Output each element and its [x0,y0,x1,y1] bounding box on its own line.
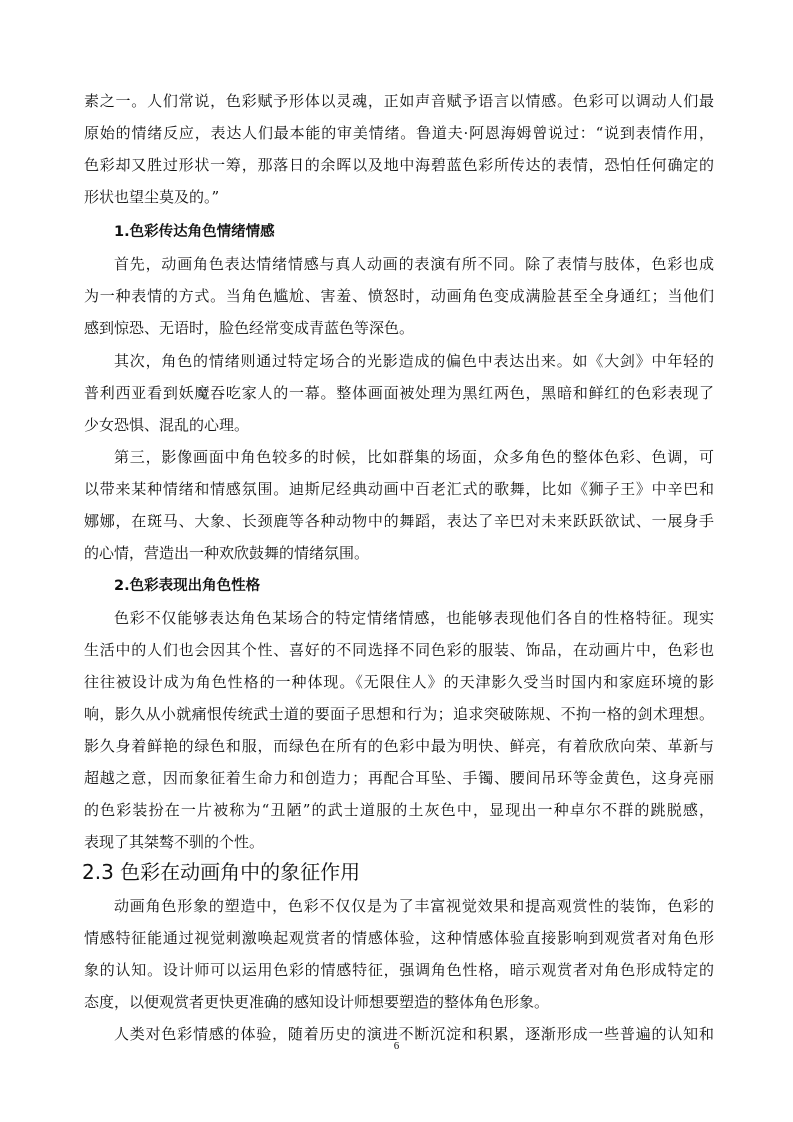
body-line: 表现了其桀骜不驯的个性。 [84,833,265,851]
body-line: 情感特征能通过视觉刺激唤起观赏者的情感体验，这种情感体验直接影响到观赏者对角色形 [84,929,714,947]
body-line: 原始的情绪反应，表达人们最本能的审美情绪。鲁道夫·阿恩海姆曾说过：“说到表情作用， [84,124,714,142]
body-line: 素之一。人们常说，色彩赋予形体以灵魂，正如声音赋予语言以情感。色彩可以调动人们最 [84,92,714,110]
body-line: 第三，影像画面中角色较多的时候，比如群集的场面，众多角色的整体色彩、色调，可 [114,448,714,466]
body-line: 的心情，营造出一种欢欣鼓舞的情绪氛围。 [84,544,370,562]
subsection-heading-1: 1.色彩传达角色情绪情感 [114,224,275,240]
body-line: 态度，以便观赏者更快更准确的感知设计师想要塑造的整体角色形象。 [84,993,550,1011]
body-line: 象的认知。设计师可以运用色彩的情感特征，强调角色性格，暗示观赏者对角色形成特定的 [84,961,714,979]
body-line: 往往被设计成为角色性格的一种体现。《无限住人》的天津影久受当时国内和家庭环境的影 [84,673,714,691]
body-line: 感到惊恐、无语时，脸色经常变成青蓝色等深色。 [84,319,415,337]
body-line: 的色彩装扮在一片被称为“丑陋”的武士道服的土灰色中，显现出一种卓尔不群的跳脱感， [84,801,714,819]
body-line: 人类对色彩情感的体验，随着历史的演进不断沉淀和积累，逐渐形成一些普遍的认知和 [114,1025,714,1043]
body-line: 少女恐惧、混乱的心理。 [84,416,250,434]
body-line: 其次，角色的情绪则通过特定场合的光影造成的偏色中表达出来。如《大剑》中年轻的 [114,352,714,370]
subsection-heading-2: 2.色彩表现出角色性格 [114,578,261,594]
body-line: 娜娜，在斑马、大象、长颈鹿等各种动物中的舞蹈，表达了辛巴对未来跃跃欲试、一展身手 [84,512,714,530]
page-number: 6 [393,1040,400,1052]
body-line: 普利西亚看到妖魔吞吃家人的一幕。整体画面被处理为黑红两色，黑暗和鲜红的色彩表现了 [84,384,714,402]
body-line: 响，影久从小就痛恨传统武士道的要面子思想和行为；追求突破陈规、不拘一格的剑术理想。 [84,705,714,723]
body-line: 为一种表情的方式。当角色尴尬、害羞、愤怒时，动画角色变成满脸甚至全身通红；当他们 [84,287,714,305]
body-line: 色彩却又胜过形状一筹，那落日的余晖以及地中海碧蓝色彩所传达的表情，恐怕任何确定的 [84,156,714,174]
body-line: 超越之意，因而象征着生命力和创造力；再配合耳坠、手镯、腰间吊环等金黄色，这身亮丽 [84,769,714,787]
section-heading: 2.3 色彩在动画角中的象征作用 [82,860,361,884]
body-line: 首先，动画角色表达情绪情感与真人动画的表演有所不同。除了表情与肢体，色彩也成 [114,255,714,273]
body-line: 生活中的人们也会因其个性、喜好的不同选择不同色彩的服装、饰品，在动画片中，色彩也 [84,641,714,659]
body-line: 以带来某种情绪和情感氛围。迪斯尼经典动画中百老汇式的歌舞，比如《狮子王》中辛巴和 [84,480,714,498]
body-line: 色彩不仅能够表达角色某场合的特定情绪情感，也能够表现他们各自的性格特征。现实 [114,609,714,627]
body-line: 动画角色形象的塑造中，色彩不仅仅是为了丰富视觉效果和提高观赏性的装饰，色彩的 [114,897,714,915]
body-line: 影久身着鲜艳的绿色和服，而绿色在所有的色彩中最为明快、鲜亮，有着欣欣向荣、革新与 [84,737,714,755]
body-line: 形状也望尘莫及的。” [84,188,220,206]
